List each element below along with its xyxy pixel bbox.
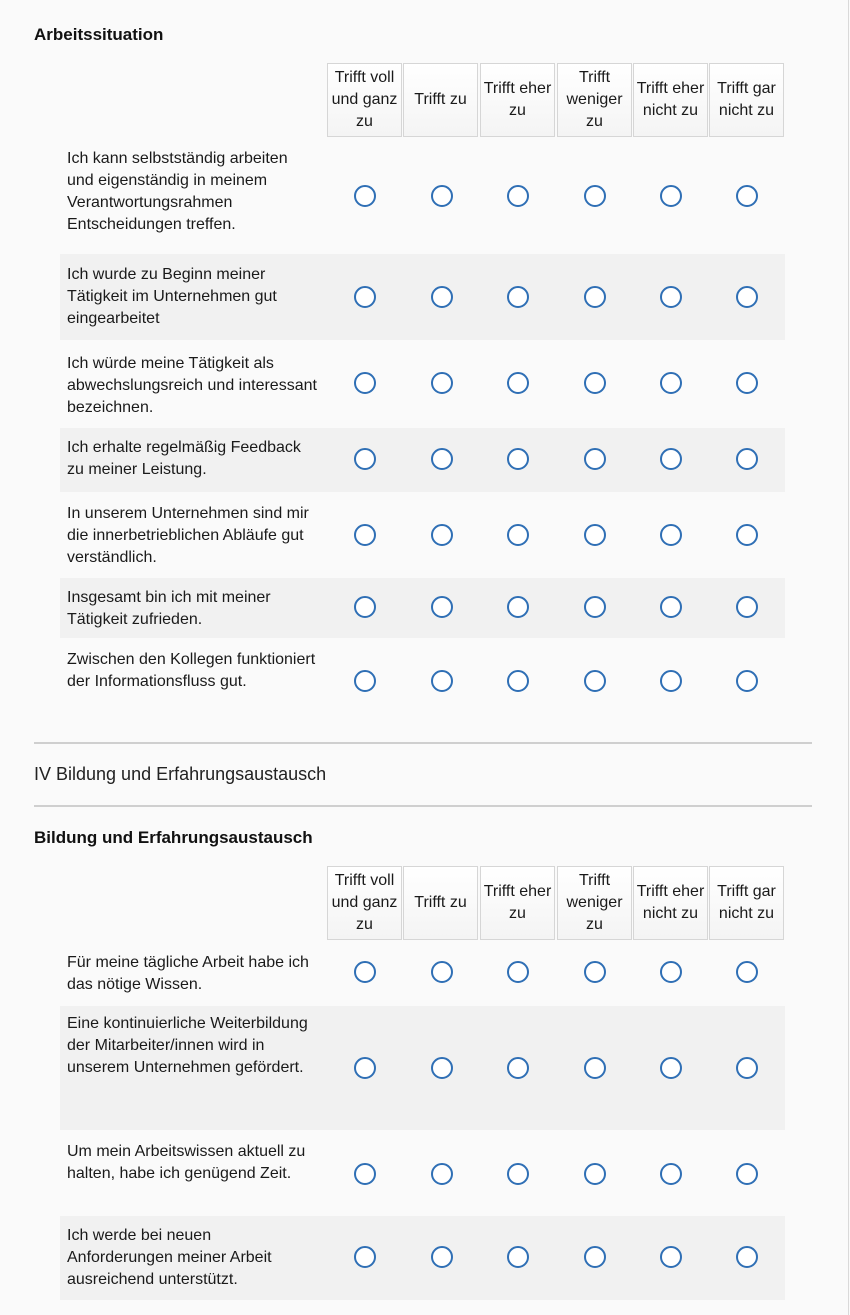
rating-radio[interactable]: [660, 1163, 682, 1185]
rating-radio[interactable]: [507, 185, 529, 207]
rating-radio[interactable]: [431, 524, 453, 546]
question-text: Ich kann selbstständig arbeiten und eigenständig in meinem Verantwortungsrahmen Entscheidungen treffen.: [67, 150, 288, 233]
column-header: Trifft eher zu: [480, 866, 555, 940]
column-header: Trifft zu: [403, 63, 478, 137]
column-header: Trifft eher nicht zu: [633, 866, 708, 940]
part-title: IV Bildung und Erfahrungsaustausch: [34, 764, 327, 784]
rating-radio[interactable]: [660, 596, 682, 618]
rating-radio[interactable]: [584, 670, 606, 692]
rating-radio[interactable]: [584, 1246, 606, 1268]
divider: [34, 805, 812, 807]
section-heading-bildung: Bildung und Erfahrungsaustausch: [34, 828, 313, 847]
rating-radio[interactable]: [354, 961, 376, 983]
question-text: Ich würde meine Tätigkeit als abwechslungsreich und interessant bezeichnen.: [67, 355, 317, 416]
rating-radio[interactable]: [431, 372, 453, 394]
question-text: Um mein Arbeitswissen aktuell zu halten, habe ich genügend Zeit.: [67, 1143, 306, 1182]
rating-radio[interactable]: [431, 1246, 453, 1268]
rating-radio[interactable]: [507, 1246, 529, 1268]
rating-radio[interactable]: [507, 961, 529, 983]
rating-radio[interactable]: [431, 1057, 453, 1079]
rating-radio[interactable]: [354, 670, 376, 692]
rating-radio[interactable]: [660, 961, 682, 983]
rating-radio[interactable]: [431, 961, 453, 983]
rating-radio[interactable]: [584, 961, 606, 983]
column-header: Trifft weniger zu: [557, 63, 632, 137]
question-text: Eine kontinuierliche Weiterbildung der Mitarbeiter/innen wird in unserem Unternehmen gefördert.: [67, 1015, 308, 1076]
rating-radio[interactable]: [584, 524, 606, 546]
rating-radio[interactable]: [660, 1057, 682, 1079]
rating-radio[interactable]: [431, 670, 453, 692]
rating-radio[interactable]: [660, 670, 682, 692]
divider: [34, 742, 812, 744]
rating-radio[interactable]: [507, 596, 529, 618]
rating-radio[interactable]: [736, 961, 758, 983]
rating-radio[interactable]: [354, 596, 376, 618]
rating-radio[interactable]: [736, 448, 758, 470]
rating-radio[interactable]: [660, 524, 682, 546]
rating-radio[interactable]: [507, 286, 529, 308]
rating-radio[interactable]: [507, 524, 529, 546]
rating-radio[interactable]: [354, 372, 376, 394]
rating-radio[interactable]: [431, 286, 453, 308]
rating-radio[interactable]: [736, 286, 758, 308]
rating-radio[interactable]: [584, 185, 606, 207]
rating-radio[interactable]: [660, 185, 682, 207]
rating-radio[interactable]: [736, 670, 758, 692]
rating-radio[interactable]: [736, 1057, 758, 1079]
rating-radio[interactable]: [584, 448, 606, 470]
rating-radio[interactable]: [354, 524, 376, 546]
column-header: Trifft gar nicht zu: [709, 866, 784, 940]
question-text: In unserem Unternehmen sind mir die innerbetrieblichen Abläufe gut verständlich.: [67, 505, 309, 566]
rating-radio[interactable]: [736, 372, 758, 394]
rating-radio[interactable]: [584, 1163, 606, 1185]
question-text: Ich werde bei neuen Anforderungen meiner Arbeit ausreichend unterstützt.: [67, 1227, 272, 1288]
column-header: Trifft eher nicht zu: [633, 63, 708, 137]
rating-radio[interactable]: [431, 448, 453, 470]
rating-radio[interactable]: [660, 1246, 682, 1268]
question-text: Für meine tägliche Arbeit habe ich das nötige Wissen.: [67, 954, 309, 993]
rating-radio[interactable]: [507, 1163, 529, 1185]
rating-radio[interactable]: [660, 372, 682, 394]
rating-radio[interactable]: [507, 448, 529, 470]
rating-radio[interactable]: [431, 596, 453, 618]
rating-radio[interactable]: [507, 1057, 529, 1079]
rating-radio[interactable]: [507, 372, 529, 394]
column-header: Trifft voll und ganz zu: [327, 866, 402, 940]
rating-radio[interactable]: [736, 1163, 758, 1185]
rating-radio[interactable]: [354, 185, 376, 207]
question-text: Ich erhalte regelmäßig Feedback zu meiner Leistung.: [67, 439, 301, 478]
rating-radio[interactable]: [354, 1057, 376, 1079]
rating-radio[interactable]: [736, 524, 758, 546]
column-header: Trifft weniger zu: [557, 866, 632, 940]
section-heading-arbeitssituation: Arbeitssituation: [34, 25, 164, 44]
rating-radio[interactable]: [431, 185, 453, 207]
question-text: Insgesamt bin ich mit meiner Tätigkeit zufrieden.: [67, 589, 271, 628]
column-header: Trifft voll und ganz zu: [327, 63, 402, 137]
rating-radio[interactable]: [507, 670, 529, 692]
question-text: Ich wurde zu Beginn meiner Tätigkeit im Unternehmen gut eingearbeitet: [67, 266, 277, 327]
rating-radio[interactable]: [736, 1246, 758, 1268]
rating-radio[interactable]: [584, 286, 606, 308]
rating-radio[interactable]: [736, 596, 758, 618]
rating-radio[interactable]: [354, 286, 376, 308]
column-header: Trifft eher zu: [480, 63, 555, 137]
question-text: Zwischen den Kollegen funktioniert der Informationsfluss gut.: [67, 651, 316, 690]
rating-radio[interactable]: [736, 185, 758, 207]
column-header: Trifft zu: [403, 866, 478, 940]
rating-radio[interactable]: [584, 372, 606, 394]
rating-radio[interactable]: [354, 1246, 376, 1268]
rating-radio[interactable]: [354, 1163, 376, 1185]
rating-radio[interactable]: [584, 1057, 606, 1079]
rating-radio[interactable]: [354, 448, 376, 470]
rating-radio[interactable]: [431, 1163, 453, 1185]
column-header: Trifft gar nicht zu: [709, 63, 784, 137]
rating-radio[interactable]: [660, 448, 682, 470]
rating-radio[interactable]: [660, 286, 682, 308]
rating-radio[interactable]: [584, 596, 606, 618]
